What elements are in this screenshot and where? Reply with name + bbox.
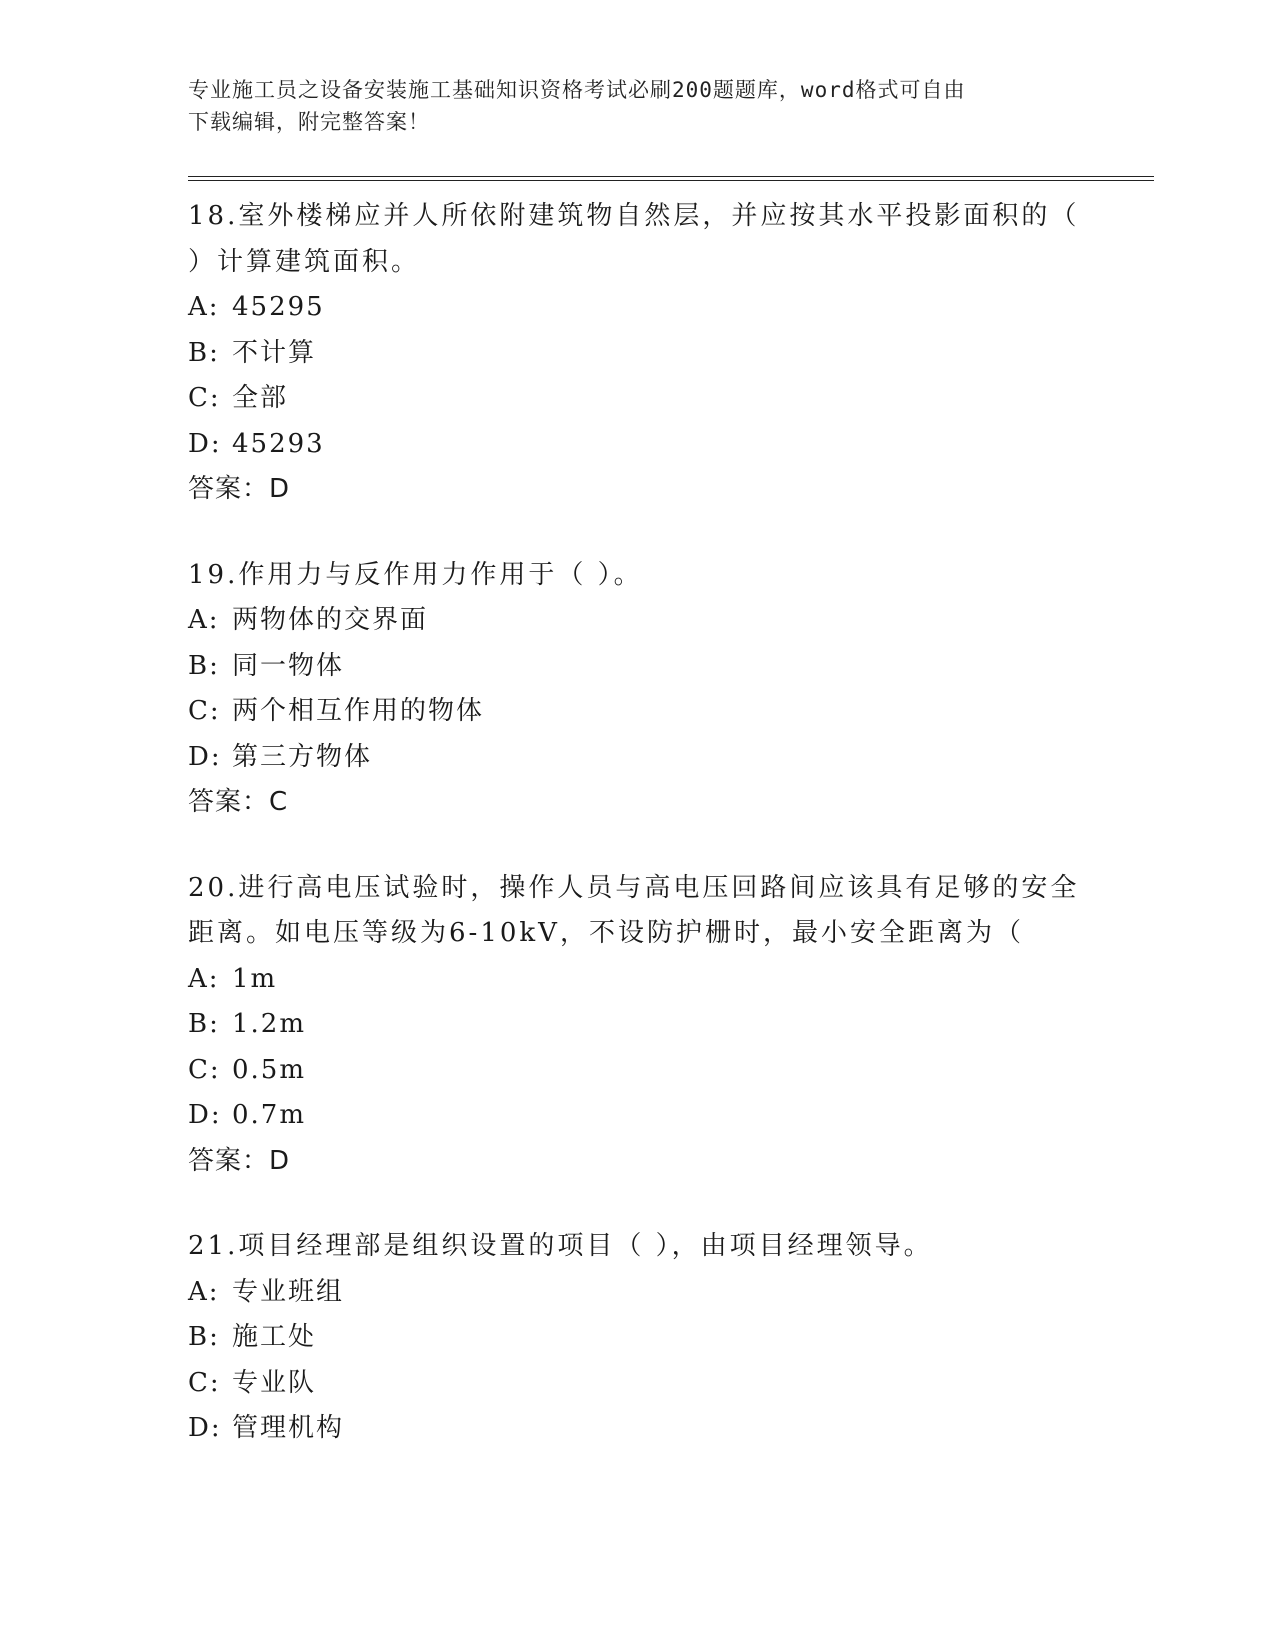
- option-letter: A:: [188, 963, 220, 994]
- option-text: 全部: [232, 383, 289, 413]
- option-b: [188, 644, 1088, 690]
- option-c: [188, 1048, 1088, 1094]
- option-letter: C:: [188, 696, 221, 726]
- header-divider: [188, 176, 1154, 181]
- option-d: [188, 735, 1088, 781]
- question-stem: 19.作用力与反作用力作用于（ ）。: [188, 559, 643, 590]
- option-a: [188, 598, 1088, 644]
- answer-label: 答案：D: [188, 474, 291, 504]
- option-a: [188, 1270, 1088, 1316]
- option-text: 不计算: [232, 337, 317, 368]
- option-text: 0.7m: [232, 1100, 307, 1130]
- option-letter: D:: [188, 741, 222, 772]
- option-text: 专业队: [232, 1367, 317, 1398]
- option-letter: D:: [188, 1100, 222, 1130]
- option-d: [188, 1406, 1088, 1452]
- option-letter: D:: [188, 428, 222, 459]
- option-text: 两个相互作用的物体: [232, 696, 485, 726]
- option-text: 第三方物体: [232, 741, 373, 772]
- option-letter: B:: [188, 1009, 220, 1039]
- question-20: [188, 866, 1088, 1185]
- answer-label: 答案：C: [188, 787, 289, 817]
- question-stem: 20.进行高电压试验时，操作人员与高电压回路间应该具有足够的安全距离。如电压等级为6-10kV，不设防护栅时，最小安全距离为（: [188, 872, 1080, 948]
- option-text: 专业班组: [232, 1276, 345, 1307]
- option-text: 施工处: [232, 1322, 317, 1352]
- option-b: [188, 1002, 1088, 1048]
- option-d: [188, 422, 1088, 468]
- option-b: [188, 331, 1088, 377]
- document-header: [188, 74, 1068, 138]
- question-18: [188, 194, 1088, 513]
- option-c: [188, 689, 1088, 735]
- option-c: [188, 376, 1088, 422]
- option-letter: C:: [188, 383, 221, 413]
- option-b: [188, 1315, 1088, 1361]
- option-letter: A:: [188, 292, 220, 322]
- option-letter: B:: [188, 1322, 220, 1352]
- header-line-2: 下载编辑，附完整答案！: [188, 110, 430, 134]
- option-letter: B:: [188, 650, 220, 681]
- option-letter: B:: [188, 337, 220, 368]
- question-21: [188, 1224, 1088, 1452]
- option-letter: A:: [188, 605, 220, 635]
- option-text: 同一物体: [232, 650, 345, 681]
- option-text: 0.5m: [232, 1054, 307, 1085]
- option-text: 管理机构: [232, 1413, 345, 1443]
- option-letter: C:: [188, 1367, 221, 1398]
- option-text: 45295: [232, 292, 325, 322]
- answer-label: 答案：D: [188, 1145, 291, 1176]
- question-stem: 18.室外楼梯应并人所依附建筑物自然层，并应按其水平投影面积的（ ）计算建筑面积。: [188, 201, 1080, 277]
- option-text: 45293: [232, 428, 325, 459]
- option-text: 两物体的交界面: [232, 605, 429, 635]
- option-a: [188, 285, 1088, 331]
- option-a: [188, 957, 1088, 1003]
- option-letter: D:: [188, 1413, 222, 1443]
- option-letter: A:: [188, 1276, 220, 1307]
- question-19: [188, 553, 1088, 826]
- option-d: [188, 1093, 1088, 1139]
- option-c: [188, 1361, 1088, 1407]
- option-text: 1.2m: [232, 1009, 307, 1039]
- question-stem: 21.项目经理部是组织设置的项目（ ），由项目经理领导。: [188, 1231, 933, 1261]
- option-text: 1m: [232, 963, 278, 994]
- header-line-1: 专业施工员之设备安装施工基础知识资格考试必刷200题题库，word格式可自由: [188, 78, 966, 102]
- option-letter: C:: [188, 1054, 221, 1085]
- question-list: [188, 194, 1088, 1492]
